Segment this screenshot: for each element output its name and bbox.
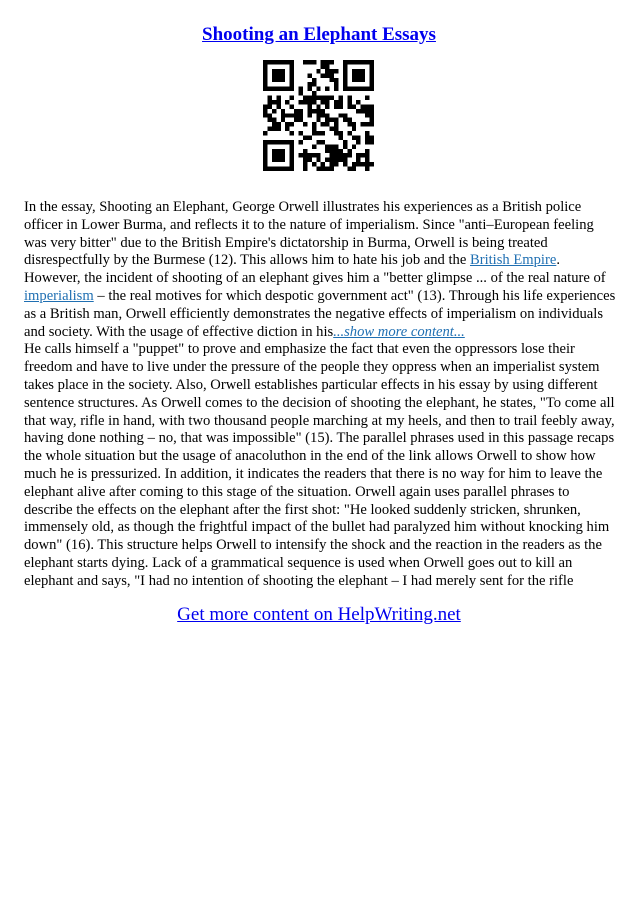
imperialism-link[interactable]: imperialism	[24, 287, 94, 304]
paragraph-continuation: He calls himself a "puppet" to prove and emphasize the fact that even the oppressors lose their freedom and have to live under the pressure of the people they oppress when an imperialist system takes place in the society. Also, Orwell establishes particular effects in his essay by using different sentence structures. As Orwell comes to the decision of shooting the elephant, he states, "To come all that way, rifle in hand, with two thousand people marching at my heels, and then to trail feebly away, having done nothing – no, that was impossible" (15). The parallel phrases used in this passage recaps the whole situation but the usage of anacoluthon in the end of the link allows Orwell to show how much he is pressurized. In addition, it indicates the readers that there is no way for him to leave the elephant alive after coming to this stage of the situation. Orwell again uses parallel phrases to describe the effects on the elephant after the first shot: "He looked suddenly stricken, shrunken, immensely old, as though the frightful impact of the bullet had paralyzed him without knocking him down" (16). This structure helps Orwell to intensify the shock and the reaction in the readers as the elephant starts dying. Lack of a grammatical sequence is used when Orwell goes out to kill an elephant and says, "I had no intention of shooting the elephant – I had merely sent for the rifle	[24, 341, 615, 589]
footer-promo	[0, 604, 638, 626]
british-empire-link[interactable]: British Empire	[469, 252, 557, 269]
title-link[interactable]: Shooting an Elephant Essays	[202, 24, 436, 45]
paragraph-intro-text-3: – the real motives for which despotic government act" (13). Through his life experiences as a British man, Orwell efficiently demonstrates the negative effects of imperialism on individuals and society. With the usage of effective diction in his	[24, 287, 616, 340]
paragraph-intro-text-1: In the essay, Shooting an Elephant, George Orwell illustrates his experiences as a British police officer in Lower Burma, and reflects it to the nature of imperialism. Since "anti–European feeling was very bitter" due to the British Empire's dictatorship in Burma, Orwell is being treated disrespectfully by the Burmese (12). This allows him to hate his job and the	[24, 199, 594, 269]
paragraph-intro-text-2: . However, the incident of shooting of an elephant gives him a "better glimpse ... of the real nature of	[24, 252, 606, 287]
essay-body	[24, 199, 616, 591]
show-more-link[interactable]: ...show more content...	[333, 323, 465, 340]
paragraph-intro	[24, 199, 616, 341]
document-title	[0, 24, 638, 46]
qr-code-icon	[263, 60, 374, 171]
helpwriting-link[interactable]: Get more content on HelpWriting.net	[177, 604, 461, 625]
